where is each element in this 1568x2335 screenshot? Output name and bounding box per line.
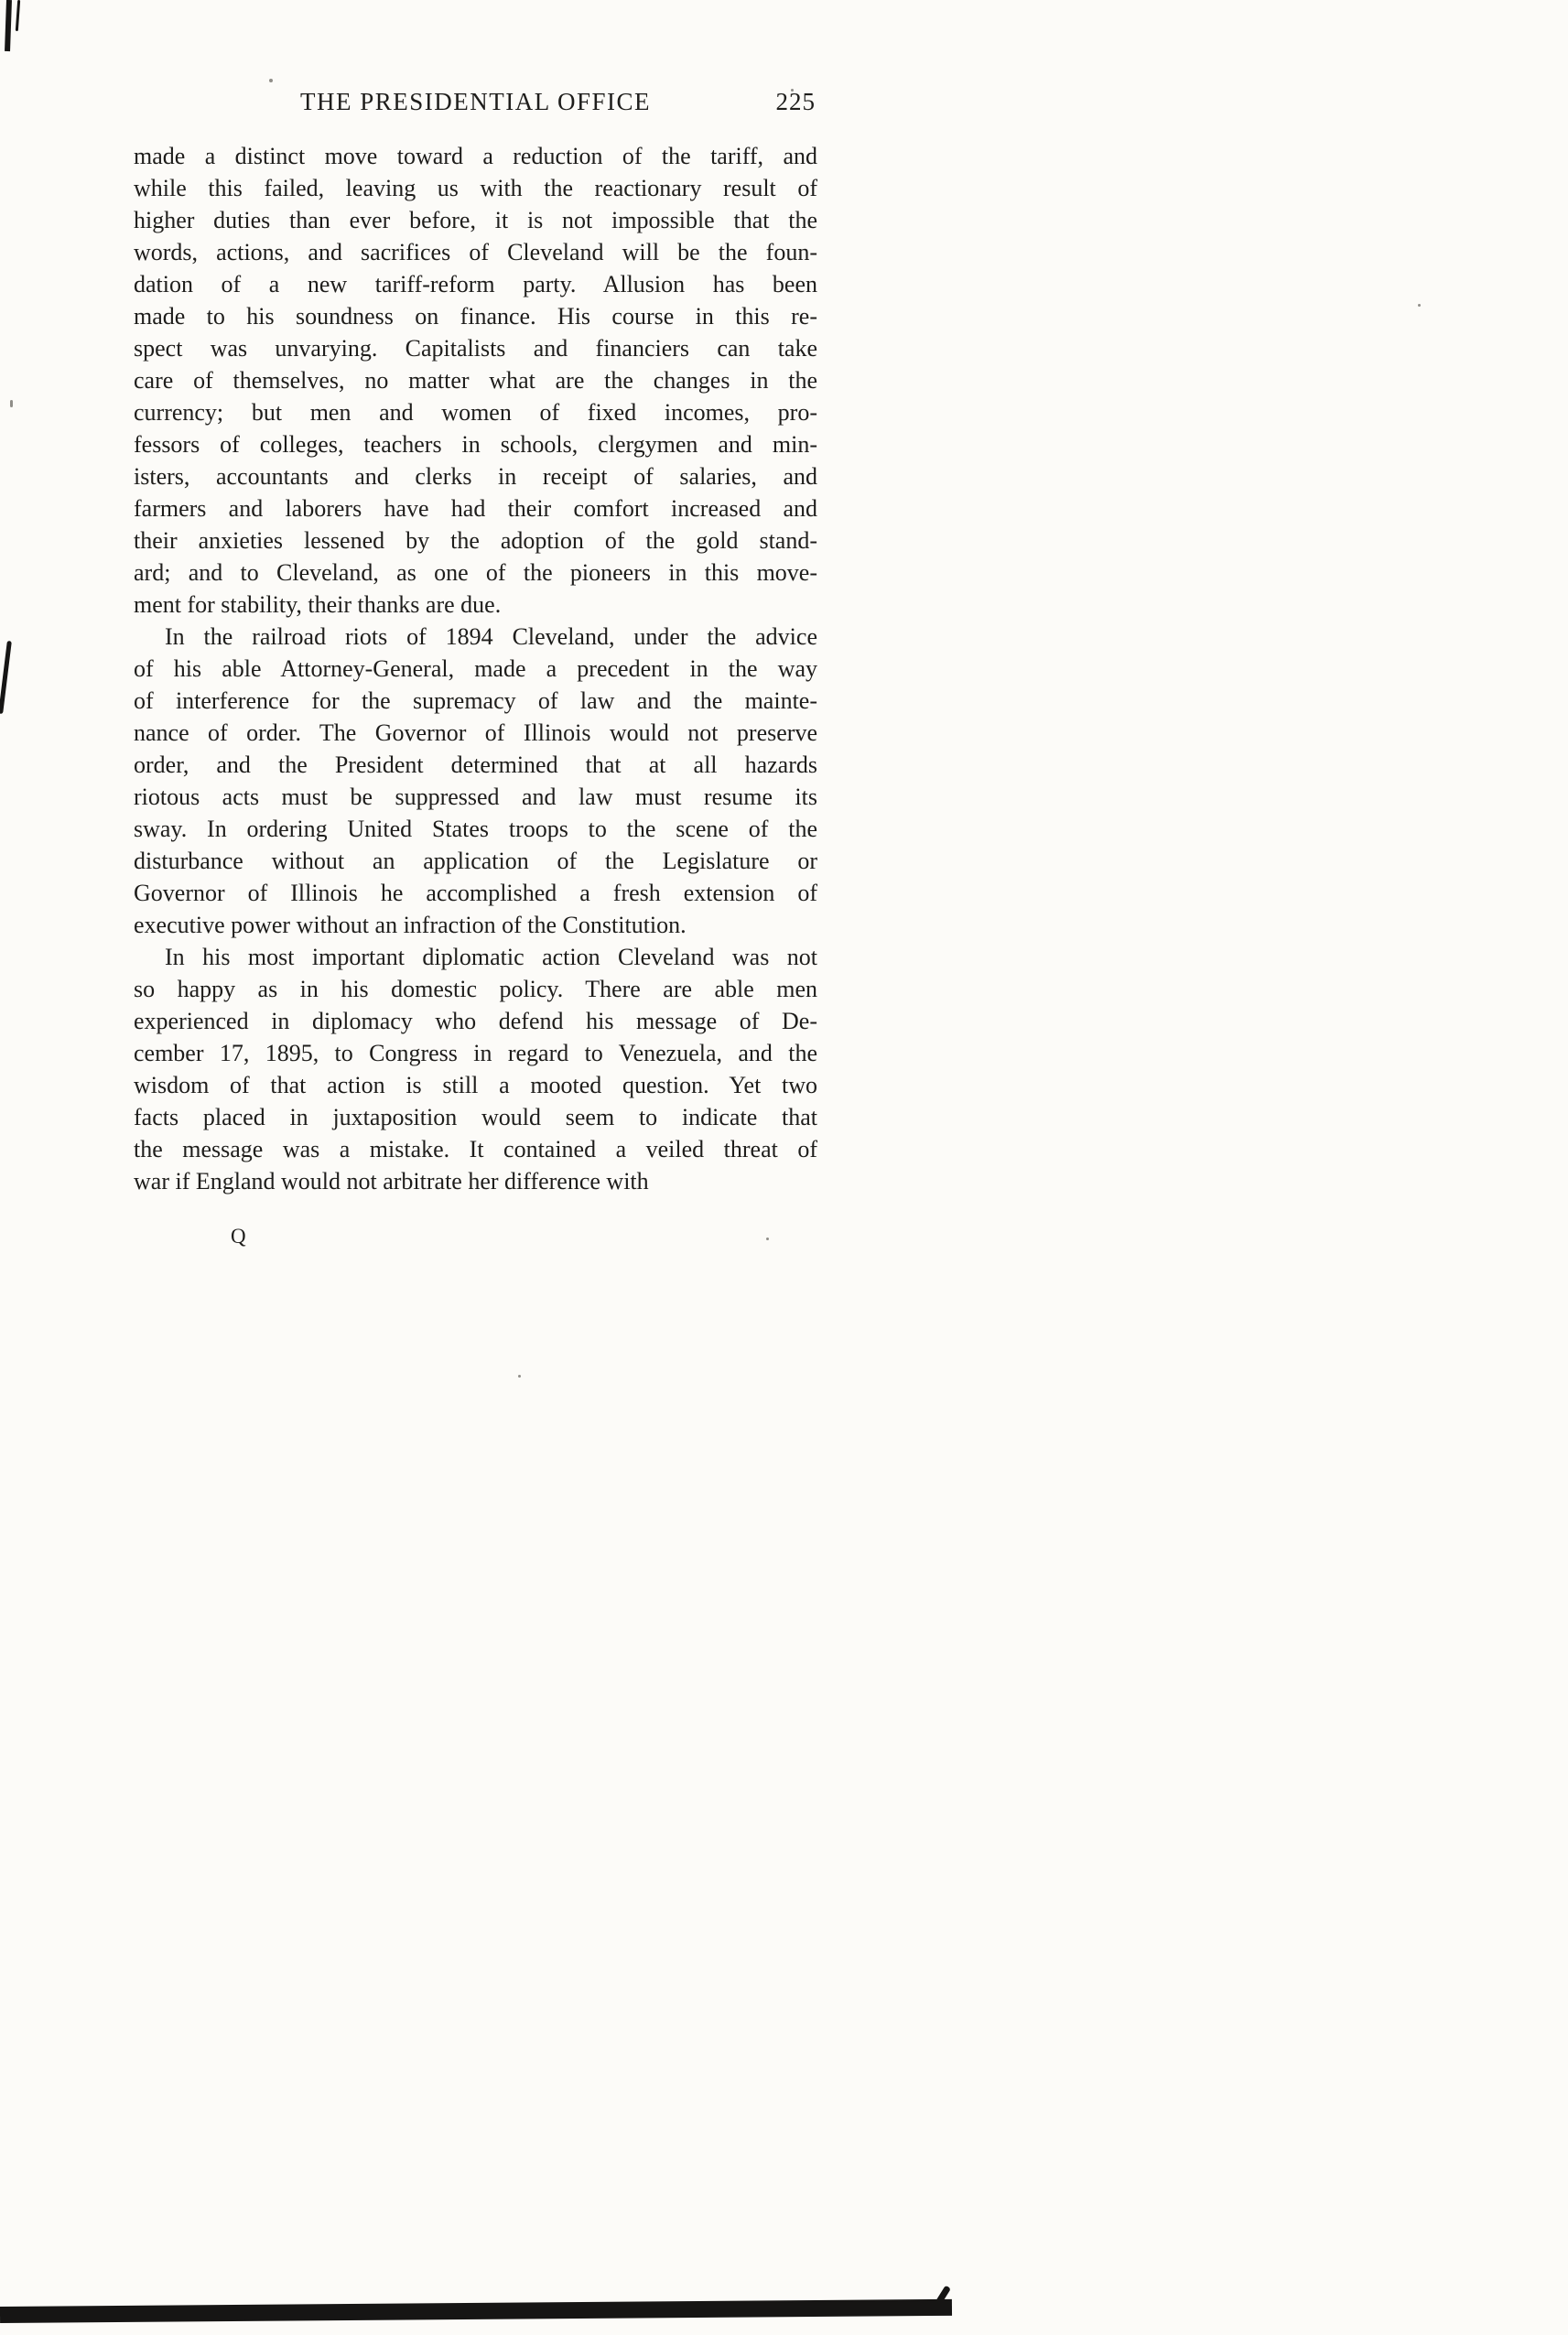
text-line: isters, accountants and clerks in receipt of salaries, and <box>134 463 817 490</box>
text-line: nance of order. The Governor of Illinois would not preserve <box>134 719 817 746</box>
text-line: currency; but men and women of fixed incomes, pro- <box>134 399 817 426</box>
text-line: war if England would not arbitrate her difference with <box>134 1168 649 1195</box>
scan-artifact-left-margin <box>0 641 12 714</box>
text-line: made to his soundness on finance. His course in this re- <box>134 303 817 330</box>
text-line: made a distinct move toward a reduction of the tariff, and <box>134 143 817 169</box>
text-line: dation of a new tariff-reform party. Allusion has been <box>134 271 817 297</box>
text-line: the message was a mistake. It contained a veiled threat of <box>134 1136 817 1162</box>
text-line: In the railroad riots of 1894 Cleveland, under the advice <box>165 623 817 650</box>
running-title: THE PRESIDENTIAL OFFICE <box>300 88 651 115</box>
text-line: words, actions, and sacrifices of Cleveland will be the foun- <box>134 239 817 265</box>
text-line: facts placed in juxtaposition would seem to indicate that <box>134 1104 817 1130</box>
scan-artifact-top-left <box>16 0 20 31</box>
text-line: farmers and laborers have had their comfort increased and <box>134 495 817 522</box>
text-line: order, and the President determined that at all hazards <box>134 751 817 778</box>
text-line: ard; and to Cleveland, as one of the pioneers in this move- <box>134 559 817 586</box>
text-line: wisdom of that action is still a mooted question. Yet two <box>134 1072 817 1098</box>
text-line: sway. In ordering United States troops to the scene of the <box>134 816 817 842</box>
paragraph <box>134 941 817 1197</box>
text-line: executive power without an infraction of the Constitution. <box>134 912 687 938</box>
signature-mark: Q <box>231 1225 247 1248</box>
text-line: Governor of Illinois he accomplished a fresh extension of <box>134 880 817 906</box>
text-line: of his able Attorney-General, made a precedent in the way <box>134 655 817 682</box>
text-line: experienced in diplomacy who defend his message of De- <box>134 1008 817 1034</box>
scan-speck <box>766 1238 769 1240</box>
scan-artifact-top-left <box>5 0 12 51</box>
text-line: In his most important diplomatic action Cleveland was not <box>165 944 817 970</box>
paragraph <box>134 140 817 621</box>
page-body <box>134 140 817 1197</box>
scan-speck <box>518 1375 521 1378</box>
text-line: higher duties than ever before, it is not impossible that the <box>134 207 817 233</box>
text-line: disturbance without an application of the Legislature or <box>134 848 817 874</box>
scan-speck <box>269 79 273 82</box>
text-line: cember 17, 1895, to Congress in regard to Venezuela, and the <box>134 1040 817 1066</box>
scan-speck <box>10 400 13 407</box>
text-block <box>134 88 817 1197</box>
scan-speck <box>1418 304 1421 307</box>
page-number: 225 <box>775 88 816 115</box>
text-line: care of themselves, no matter what are the changes in the <box>134 367 817 394</box>
text-line: ment for stability, their thanks are due. <box>134 591 502 618</box>
scan-artifact-bottom-bar <box>0 2299 952 2323</box>
text-line: while this failed, leaving us with the reactionary result of <box>134 175 817 201</box>
text-line: riotous acts must be suppressed and law must resume its <box>134 784 817 810</box>
text-line: of interference for the supremacy of law and the mainte- <box>134 687 817 714</box>
text-line: their anxieties lessened by the adoption of the gold stand- <box>134 527 817 554</box>
page-header <box>134 88 817 124</box>
text-line: spect was unvarying. Capitalists and financiers can take <box>134 335 817 362</box>
text-line: fessors of colleges, teachers in schools, clergymen and min- <box>134 431 817 458</box>
paragraph <box>134 621 817 941</box>
text-line: so happy as in his domestic policy. There are able men <box>134 976 817 1002</box>
